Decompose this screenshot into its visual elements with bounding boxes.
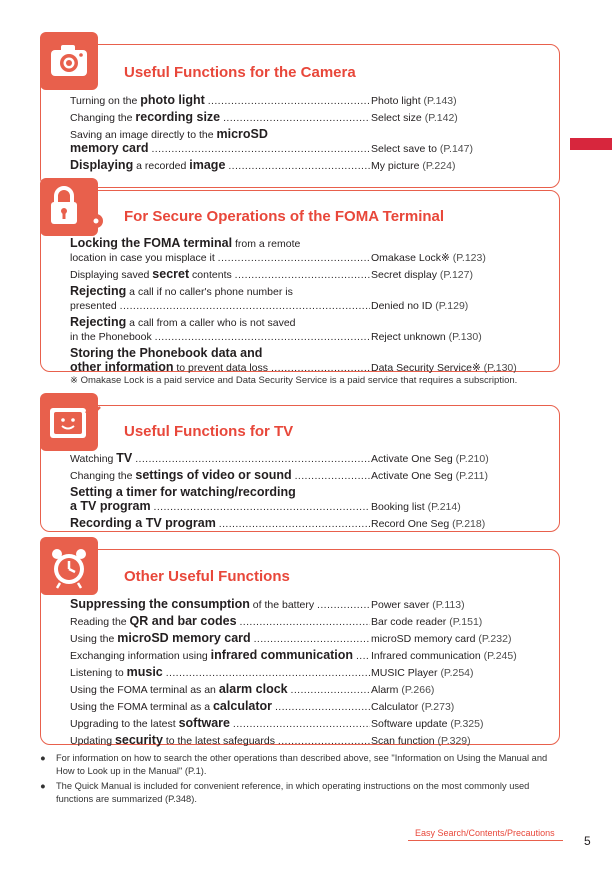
list-item[interactable]: Updating security to the latest safeguards ..... Scan function (P.329): [70, 734, 540, 748]
bullet-dot-icon: ●: [40, 753, 46, 763]
service-note: ※ Omakase Lock is a paid service and Data Security Service is a paid service that requires a subscription.: [70, 375, 518, 386]
bullet-dot-icon: ●: [40, 781, 46, 791]
list-item[interactable]: Turning on the photo light ..... Photo light (P.143): [70, 94, 540, 108]
section-title: Other Useful Functions: [124, 568, 290, 585]
list-item[interactable]: Using the FOMA terminal as a calculator ..... Calculator (P.273): [70, 700, 540, 714]
list-item[interactable]: Rejecting a call if no caller's phone number is presented ..... Denied no ID (P.129): [70, 285, 540, 313]
list-item[interactable]: Listening to music ..... MUSIC Player (P.254): [70, 666, 540, 680]
footnote-bullets: [40, 752, 565, 808]
footer-divider: [408, 840, 563, 841]
list-item[interactable]: Locking the FOMA terminal from a remote location in case you misplace it ..... Omakase Lock※ (P.123): [70, 237, 540, 265]
function-list: [70, 452, 540, 534]
list-item[interactable]: Watching TV ..... Activate One Seg (P.210): [70, 452, 540, 466]
list-item[interactable]: Upgrading to the latest software ..... Software update (P.325): [70, 717, 540, 731]
camera-icon: [40, 32, 98, 90]
list-item[interactable]: Saving an image directly to the microSD memory card ..... Select save to (P.147): [70, 128, 540, 156]
bullet-item: ● The Quick Manual is included for convenient reference, in which operating instructions on the most commonly used functions are summarized (P.348).: [40, 781, 530, 804]
list-item[interactable]: Recording a TV program ..... Record One Seg (P.218): [70, 517, 540, 531]
list-item[interactable]: Using the FOMA terminal as an alarm clock ..... Alarm (P.266): [70, 683, 540, 697]
list-item[interactable]: Displaying a recorded image ..... My picture (P.224): [70, 159, 540, 173]
section-title: Useful Functions for the Camera: [124, 64, 356, 81]
list-item[interactable]: Rejecting a call from a caller who is not saved in the Phonebook ..... Reject unknown (P.130): [70, 316, 540, 344]
key-icon: [76, 212, 104, 230]
bullet-item: ● For information on how to search the other operations than described above, see "Information on Using the Manual and How to Look up in the Manual" (P.1).: [40, 753, 548, 776]
list-item[interactable]: Exchanging information using infrared communication ..... Infrared communication (P.245): [70, 649, 540, 663]
section-title: Useful Functions for TV: [124, 423, 294, 440]
list-item[interactable]: Suppressing the consumption of the battery ..... Power saver (P.113): [70, 598, 540, 612]
antenna-icon: [82, 397, 102, 417]
page-number: 5: [584, 834, 591, 848]
footer-chapter-link[interactable]: Easy Search/Contents/Precautions: [415, 828, 555, 838]
list-item[interactable]: Changing the settings of video or sound ..... Activate One Seg (P.211): [70, 469, 540, 483]
list-item[interactable]: Using the microSD memory card ..... microSD memory card (P.232): [70, 632, 540, 646]
list-item[interactable]: Changing the recording size ..... Select size (P.142): [70, 111, 540, 125]
alarm-clock-icon: [40, 537, 98, 595]
list-item[interactable]: Storing the Phonebook data and other information to prevent data loss ..... Data Security Service※ (P.130): [70, 347, 540, 375]
list-item[interactable]: Displaying saved secret contents ..... Secret display (P.127): [70, 268, 540, 282]
list-item[interactable]: Reading the QR and bar codes ..... Bar code reader (P.151): [70, 615, 540, 629]
function-list: [70, 94, 540, 176]
list-item[interactable]: Setting a timer for watching/recording a TV program ..... Booking list (P.214): [70, 486, 540, 514]
function-list: [70, 237, 540, 378]
side-index-tab: [570, 138, 612, 150]
function-list: [70, 598, 540, 751]
section-title: For Secure Operations of the FOMA Terminal: [124, 208, 445, 225]
